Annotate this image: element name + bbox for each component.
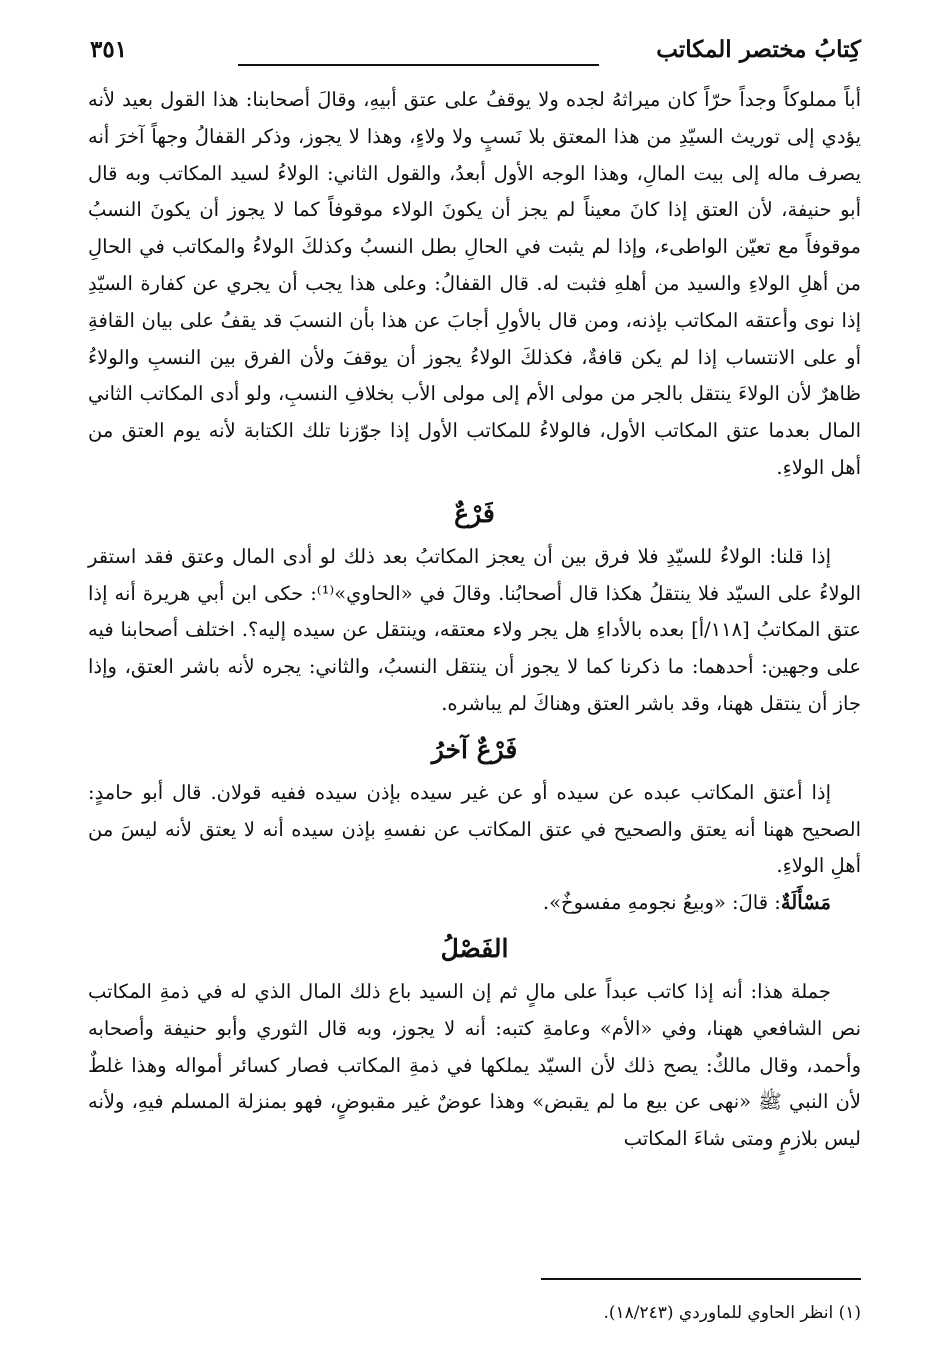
section-heading-far-akhar: فَرْعٌ آخرُ [431, 734, 518, 764]
section-heading-fasl: الفَصْلُ [440, 933, 509, 963]
book-title: كِتابُ مختصر المكاتب [656, 36, 861, 63]
footnote-rule [541, 1278, 861, 1280]
masala-label: مَسْأَلَةٌ [780, 891, 831, 915]
paragraph-3: إذا أعتق المكاتب عبده عن سيده أو عن غير سيده بإذن سيده ففيه قولان. قال أبو حامدٍ: الصحيح ههنا أنه يعتق والصحيح في عتق المكاتب عن نفسهِ بإذن سيده أنه لا يعتق لأنه ليسَ من أهلِ الولاءِ. [88, 780, 861, 878]
footnote: (١) انظر الحاوي للماوردي (١٨/٢٤٣). [603, 1303, 861, 1323]
main-text [88, 82, 861, 1158]
header-rule [238, 64, 599, 66]
paragraph-1: أباً مملوكاً وجداً حرّاً كان ميراثهُ لجده ولا يوقفُ على عتق أبيهِ، وقالَ أصحابنا: هذا القول بعيد لأنه يؤدي إلى توريث السيّدِ من هذا المعتق بلا نَسبٍ ولا ولاءٍ، وهذا لا يجوز، وذكر القفالُ وجهاً آخرَ أنه يصرف ماله إلى بيت المالِ، وهذا الوجه الأول أبعدُ، والقول الثاني: الولاءُ لسيد المكاتب وبه قال أبو حنيفة، لأن العتق إذا كانَ معيناً لم يجز أن يكونَ الولاء موقوفاً كما لا يجوز أن يكونَ النسبُ موقوفاً مع تعيّن الواطىء، وإذا لم يثبت في الحالِ بطل النسبُ وكذلكَ الولاءُ والمكاتب في الحالِ من أهلِ الولاءِ والسيد من أهلهِ فثبت له. قال القفالُ: وعلى هذا يجب أن يجري عن كفارة السيّدِ إذا نوى وأعتقه المكاتب بإذنه، ومن قال بالأولِ أجابَ عن هذا بأن النسبَ قد يقفُ على بيان القافةِ أو على الانتساب إذا لم يكن قافةٌ، فكذلكَ الولاءُ يجوز أن يوقفَ ولأن الفرق بين النسبِ والولاءُ ظاهرٌ لأن الولاءَ ينتقل بالجر من مولى الأم إلى مولى الأب بخلافِ النسبِ، ولو أدى المكاتب الثاني المال بعدما عتق المكاتب الأول، فالولاءُ للمكاتب الأول إذا جوّزنا تلك الكتابة لأنه يوم العتق من أهل الولاءِ. [88, 88, 861, 479]
page-header [88, 30, 861, 82]
section-heading-far: فَرْعٌ [454, 498, 495, 528]
paragraph-4: جملة هذا: أنه إذا كاتب عبداً على مالٍ ثم إن السيد باع ذلك المال الذي له في ذمةِ المكاتب نص الشافعي ههنا، وفي «الأم» وعامةِ كتبه: أنه لا يجوز، وبه قال الثوري وأبو حنيفة وأصحابه وأحمد، وقال مالكٌ: يصح ذلك لأن السيّد يملكها في ذمةِ المكاتب فصار كسائر أمواله وهذا غلطٌ لأن النبي ﷺ «نهى عن بيع ما لم يقبض» وهذا عوضٌ غير مقبوضٍ، فهو بمنزلة المسلم فيهِ، ولأنه ليس بلازمٍ ومتى شاءَ المكاتب [88, 979, 861, 1151]
paragraph-2: إذا قلنا: الولاءُ للسيّدِ فلا فرق بين أن يعجز المكاتبُ بعد ذلك لو أدى المال وعتق فقد استقر الولاءُ على السيّد فلا ينتقلُ هكذا قال أصحابُنا. وقالَ في «الحاوي»⁽¹⁾: حكى ابن أبي هريرة أنه إذا عتق المكاتبُ [١١٨/أ] بعده بالأداءِ هل يجر ولاء معتقه، وينتقل عن سيده إليه؟. اختلف أصحابنا فيه على وجهين: أحدهما: ما ذكرنا كما لا يجوز أن ينتقل النسبُ، والثاني: يجره لأنه باشر العتق، وإذا جاز أن ينتقل ههنا، وقد باشر العتق وهناكَ لم يباشره. [88, 544, 861, 715]
masala-text: : قالَ: «وبيعُ نجومهِ مفسوخٌ». [542, 891, 781, 915]
masala-line [88, 885, 861, 922]
page-number: ٣٥١ [90, 36, 128, 63]
